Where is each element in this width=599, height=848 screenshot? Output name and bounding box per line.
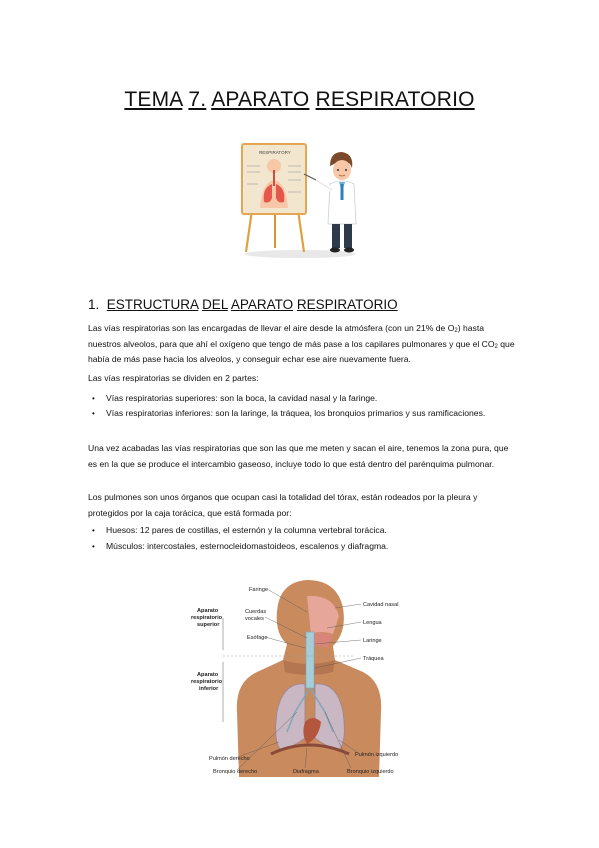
label-inf: Aparato — [197, 672, 219, 678]
list-item-text: Huesos: 12 pares de costillas, el esternón y la columna vertebral torácica. — [106, 525, 387, 535]
label-sup: respiratorio — [191, 615, 223, 621]
title-word: TEMA — [124, 88, 183, 111]
board-label: RESPIRATORY — [259, 150, 291, 155]
label-sup: superior — [197, 622, 220, 628]
label-cavidad: Cavidad nasal — [363, 602, 399, 608]
title-word: APARATO — [211, 88, 310, 111]
label-cuerdas: vocales — [245, 616, 264, 622]
list-item — [92, 391, 516, 407]
paragraph-text: ) hasta nuestros alveolos, para que ahí el oxígeno que tengo de más pase a los capilares pulmonares y que el CO — [88, 323, 495, 349]
label-sup: Aparato — [197, 608, 219, 614]
label-traquea: Tráquea — [363, 656, 384, 662]
title-word: 7. — [188, 88, 207, 111]
label-bronquio-der: Bronquio derecho — [213, 769, 258, 775]
list-item — [92, 406, 516, 422]
paragraph: Las vías respiratorias se dividen en 2 partes: — [88, 373, 259, 383]
paragraph — [88, 321, 518, 368]
list-item-text: Vías respiratorias superiores: son la boca, la cavidad nasal y la faringe. — [106, 393, 378, 403]
label-esofago: Esófago — [247, 635, 268, 641]
paragraph: Una vez acabadas las vías respiratorias que son las que me meten y sacan el aire, tenemos la zona pura, que es en la que se produce el intercambio gaseoso, incluye todo lo que está dentro del parénquima pulmonar. — [88, 443, 509, 469]
label-pulmon-izq: Pulmón izquierdo — [355, 752, 399, 758]
bullet: • — [92, 409, 95, 418]
section-number: 1. — [88, 297, 100, 312]
respiratory-anatomy-figure — [187, 572, 409, 777]
paragraph-text: Las vías respiratorias son las encargadas de llevar el aire desde la atmósfera (con un 21% de O — [88, 323, 455, 333]
bullet: • — [92, 394, 95, 403]
paragraph-text: que había de más pase hacia los alveolos, y conseguir echar ese aire nuevamente fuera. — [88, 338, 515, 365]
page-title — [0, 88, 599, 112]
paragraph: Los pulmones son unos órganos que ocupan casi la totalidad del tórax, están rodeados por la pleura y protegidos por la caja torácica, que está formada por: — [88, 492, 478, 518]
doctor-board-illustration — [238, 140, 362, 260]
bullet: • — [92, 526, 95, 535]
section-word: APARATO — [230, 297, 294, 312]
label-cuerdas: Cuerdas — [245, 609, 267, 615]
label-faringe: Faringe — [249, 587, 268, 593]
list-item-text: Músculos: intercostales, esternocleidomastoideos, escalenos y diafragma. — [106, 541, 389, 551]
section-heading — [88, 297, 398, 312]
subscript: 2 — [494, 343, 498, 350]
bullet: • — [92, 542, 95, 551]
subscript: 2 — [454, 328, 458, 334]
list-item — [92, 523, 516, 539]
label-inf: respiratorio — [191, 679, 223, 685]
list-item — [92, 539, 516, 555]
label-bronquio-izq: Bronquio izquierdo — [347, 769, 394, 775]
section-word: RESPIRATORIO — [296, 297, 398, 312]
label-laringe: Laringe — [363, 638, 382, 644]
label-pulmon-der: Pulmón derecho — [209, 756, 250, 762]
section-word: ESTRUCTURA — [106, 297, 199, 312]
list-item-text: Vías respiratorias inferiores: son la laringe, la tráquea, los bronquios primarios y sus ramificaciones. — [106, 408, 486, 418]
label-diafragma: Diafragma — [293, 769, 319, 775]
label-lengua: Lengua — [363, 620, 382, 626]
label-inf: inferior — [199, 686, 219, 692]
section-word: DEL — [202, 297, 228, 312]
title-word: RESPIRATORIO — [315, 88, 475, 111]
